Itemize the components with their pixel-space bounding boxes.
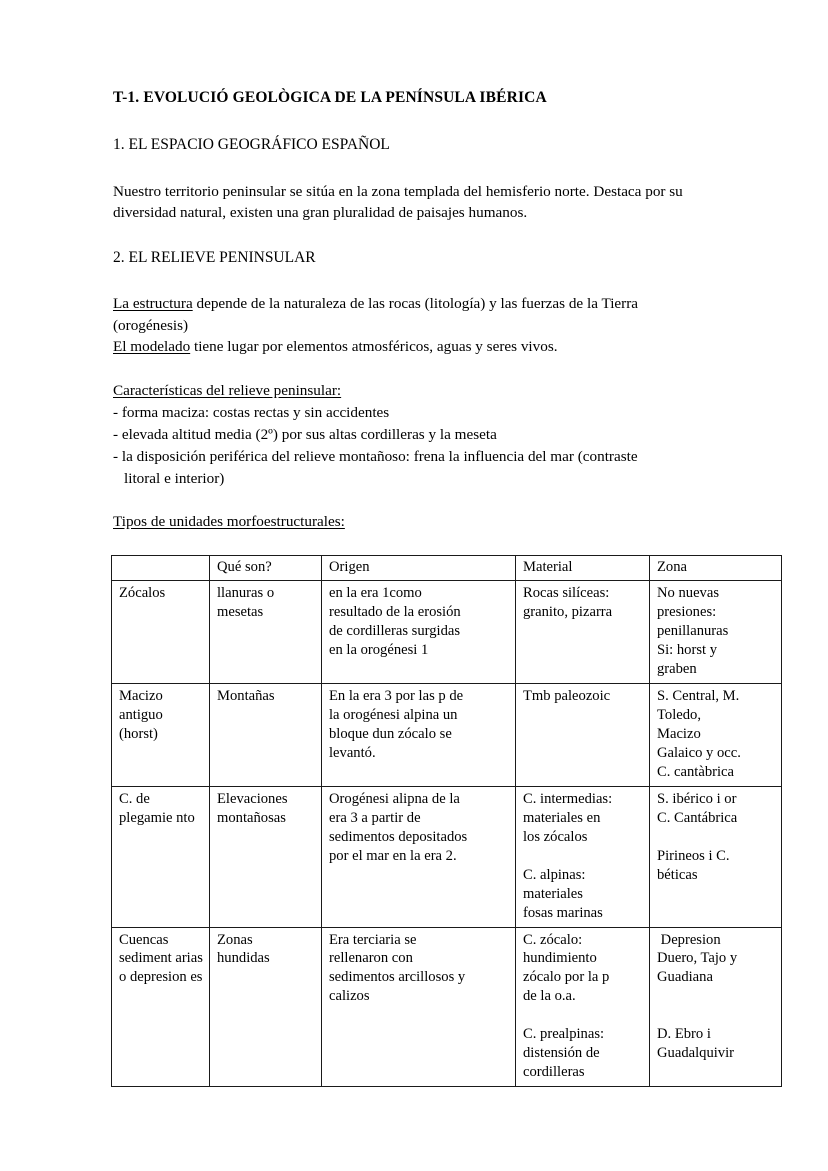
- tipos-heading-wrap: [113, 511, 715, 533]
- cell-line: Duero, Tajo y: [657, 950, 738, 967]
- caracteristicas-heading: Características del relieve peninsular:: [113, 382, 342, 400]
- caracteristicas-block: [113, 380, 715, 489]
- table-header-row: [112, 556, 782, 581]
- cell-material: [516, 786, 650, 927]
- cell-line: resultado de la erosión: [329, 603, 461, 620]
- estructura-line-2: (orogénesis): [113, 316, 189, 334]
- cell-line: distensión de: [523, 1045, 600, 1062]
- modelado-line: [113, 336, 713, 358]
- cell-line: C. zócalo:: [523, 931, 583, 948]
- cell-material: [516, 927, 650, 1087]
- cell-line: sedimentos depositados: [329, 828, 468, 845]
- cell-line: hundidas: [217, 950, 270, 967]
- section-1-paragraph: [113, 181, 703, 224]
- cell-line: C. alpinas:: [523, 866, 586, 883]
- cell-line: Guadiana: [657, 969, 713, 986]
- cell-line: C. prealpinas:: [523, 1026, 605, 1043]
- cell-line: de la o.a.: [523, 988, 576, 1005]
- cell-line: era 3 a partir de: [329, 809, 421, 826]
- tipos-heading: Tipos de unidades morfoestructurales:: [113, 513, 345, 531]
- cell-zona: [650, 927, 782, 1087]
- paragraph-line: por su diversidad natural, existen una gran pluralidad de paisajes humanos.: [113, 182, 683, 222]
- cell-zona: [650, 683, 782, 786]
- section-2-heading: 2. EL RELIEVE PENINSULAR: [113, 248, 316, 266]
- table-row: [112, 927, 782, 1087]
- cell-spacer: [523, 1006, 643, 1025]
- cell-origen: [322, 581, 516, 684]
- section-1-heading: 1. EL ESPACIO GEOGRÁFICO ESPAÑOL: [113, 136, 390, 154]
- list-item-continuation: litoral e interior): [124, 469, 225, 487]
- cell-line: cordilleras: [523, 1064, 585, 1081]
- cell-line: rellenaron con: [329, 950, 413, 967]
- cell-line: S. Central, M.: [657, 687, 740, 704]
- cell-material: [516, 683, 650, 786]
- cell-origen: [322, 927, 516, 1087]
- cell-line: llanuras o: [217, 585, 275, 602]
- cell-unit-name: Macizo antiguo (horst): [112, 683, 210, 786]
- cell-line: la orogénesi alpina un: [329, 706, 458, 723]
- cell-line: bloque dun zócalo se: [329, 725, 452, 742]
- cell-line: graben: [657, 660, 697, 677]
- cell-line: D. Ebro i: [657, 1026, 711, 1043]
- cell-line: montañosas: [217, 809, 286, 826]
- morphostructural-units-table: [111, 555, 782, 1087]
- cell-line: granito, pizarra: [523, 603, 613, 620]
- table-header-cell-zona: Zona: [650, 556, 782, 581]
- estructura-rest: depende de la naturaleza de las rocas (litología) y las fuerzas de la Tierra: [192, 295, 639, 313]
- cell-line: hundimiento: [523, 950, 597, 967]
- cell-line: calizos: [329, 988, 370, 1005]
- cell-spacer: [523, 847, 643, 866]
- cell-line: Zonas: [217, 931, 253, 948]
- estructura-underlined-term: La estructura: [113, 295, 193, 313]
- cell-line: C. intermedias:: [523, 790, 613, 807]
- cell-origen: [322, 786, 516, 927]
- cell-line: por el mar en la era 2.: [329, 847, 457, 864]
- cell-line: Galaico y occ.: [657, 744, 741, 761]
- cell-que-son: [210, 786, 322, 927]
- cell-spacer: [657, 1006, 775, 1025]
- cell-line: Rocas silíceas:: [523, 585, 610, 602]
- cell-que-son: [210, 581, 322, 684]
- cell-line: sedimentos arcillosos y: [329, 969, 466, 986]
- cell-line: materiales en: [523, 809, 601, 826]
- cell-line: materiales: [523, 885, 583, 902]
- cell-line: Tmb paleozoic: [523, 687, 611, 704]
- table-header-cell-origen: Origen: [322, 556, 516, 581]
- estructura-line: [113, 293, 713, 315]
- table-row: [112, 581, 782, 684]
- cell-zona: [650, 786, 782, 927]
- cell-line: los zócalos: [523, 828, 588, 845]
- cell-que-son: [210, 683, 322, 786]
- cell-line: penillanuras: [657, 622, 729, 639]
- cell-line: Depresion: [657, 931, 721, 948]
- table-header-cell-material: Material: [516, 556, 650, 581]
- cell-unit-name: Cuencas sediment arias o depresion es: [112, 927, 210, 1087]
- cell-line: Pirineos i C.: [657, 847, 730, 864]
- cell-line: Macizo: [657, 725, 701, 742]
- cell-spacer: [657, 987, 775, 1006]
- cell-line: Montañas: [217, 687, 275, 704]
- estructura-modelado-block: [113, 293, 713, 358]
- cell-line: C. cantàbrica: [657, 763, 734, 780]
- cell-line: Era terciaria se: [329, 931, 417, 948]
- list-item: - la disposición periférica del relieve montañoso: frena la influencia del mar (contraste: [113, 447, 638, 465]
- cell-material: [516, 581, 650, 684]
- cell-origen: [322, 683, 516, 786]
- table-row: [112, 683, 782, 786]
- cell-line: en la era 1como: [329, 585, 422, 602]
- cell-unit-name: Zócalos: [112, 581, 210, 684]
- table-header-cell-que-son: Qué son?: [210, 556, 322, 581]
- cell-line: levantó.: [329, 744, 376, 761]
- cell-zona: [650, 581, 782, 684]
- cell-line: zócalo por la p: [523, 969, 610, 986]
- paragraph-line: Nuestro territorio peninsular se sitúa en la zona templada del hemisferio norte. Destaca: [113, 182, 642, 200]
- table-header-cell-empty: [112, 556, 210, 581]
- modelado-underlined-term: El modelado: [113, 338, 191, 356]
- cell-line: Toledo,: [657, 706, 701, 723]
- cell-line: en la orogénesi 1: [329, 641, 429, 658]
- cell-line: mesetas: [217, 603, 264, 620]
- cell-line: fosas marinas: [523, 904, 603, 921]
- cell-line: C. Cantábrica: [657, 809, 738, 826]
- cell-line: S. ibérico i or: [657, 790, 737, 807]
- page-title: T-1. EVOLUCIÓ GEOLÒGICA DE LA PENÍNSULA IBÉRICA: [113, 89, 547, 106]
- cell-spacer: [657, 828, 775, 847]
- cell-line: de cordilleras surgidas: [329, 622, 461, 639]
- cell-line: béticas: [657, 866, 698, 883]
- cell-line: presiones:: [657, 603, 717, 620]
- modelado-rest: tiene lugar por elementos atmosféricos, aguas y seres vivos.: [190, 338, 558, 356]
- cell-que-son: [210, 927, 322, 1087]
- cell-line: Elevaciones: [217, 790, 288, 807]
- cell-line: Si: horst y: [657, 641, 718, 658]
- cell-line: Guadalquivir: [657, 1045, 735, 1062]
- table-row: [112, 786, 782, 927]
- cell-line: Orogénesi alipna de la: [329, 790, 460, 807]
- list-item: - elevada altitud media (2º) por sus altas cordilleras y la meseta: [113, 425, 497, 443]
- cell-line: En la era 3 por las p de: [329, 687, 464, 704]
- cell-line: No nuevas: [657, 585, 720, 602]
- list-item: - forma maciza: costas rectas y sin accidentes: [113, 403, 390, 421]
- cell-unit-name: C. de plegamie nto: [112, 786, 210, 927]
